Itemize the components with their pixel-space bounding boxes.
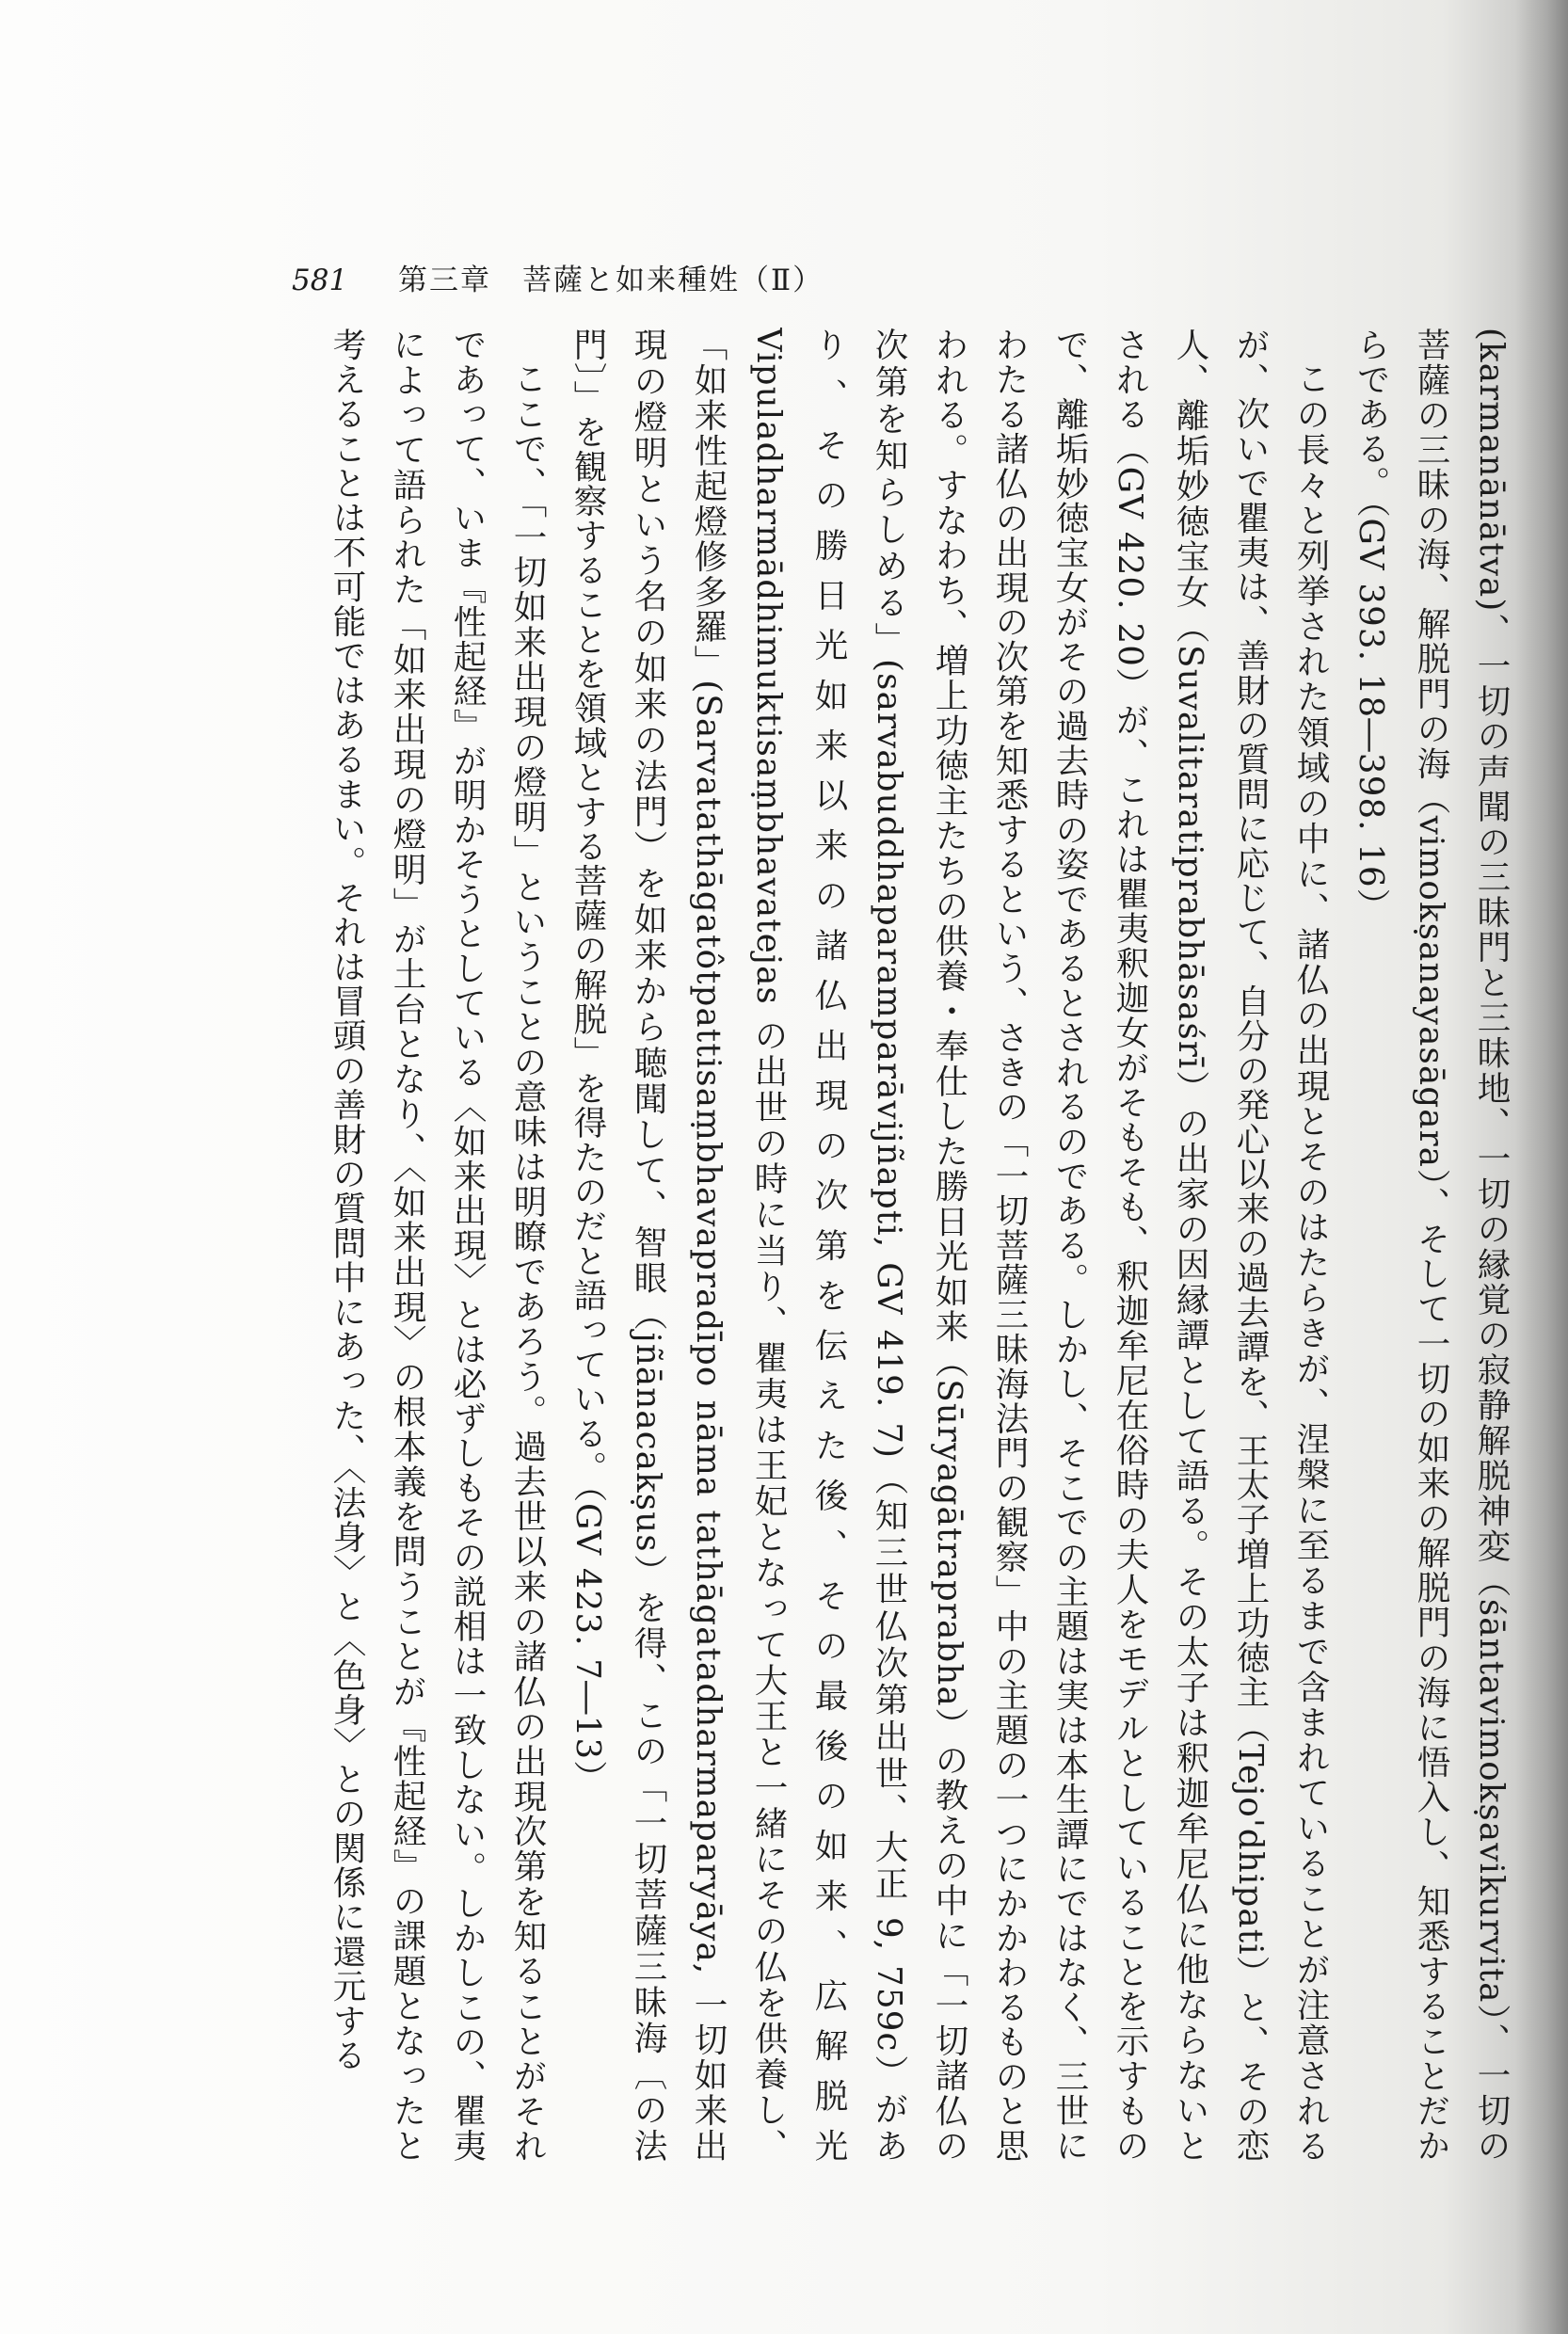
chapter-title: 第三章 菩薩と如来種姓（Ⅱ）: [398, 264, 824, 297]
page-number: 581: [292, 264, 348, 297]
paragraph-3: ここで、「一切如来出現の燈明」ということの意味は明瞭であろう。過去世以来の諸仏の出現次第を知ることがそれであって、いま『性起経』が明かそうとしている〈如来出現〉とは必ずしもその説相は一致しない。しかしこの、瞿夷によって語られた「如来出現の燈明」が土台となり、〈如来出現〉の根本義を問うことが『性起経』の課題となったと考えることは不可能ではあるまい。それは冒頭の善財の質問中にあった、〈法身〉と〈色身〉との関係に還元する: [328, 328, 547, 2163]
page-edge-shadow: [1515, 0, 1568, 2334]
running-header: [292, 252, 951, 309]
paragraph-2: この長々と列挙された領域の中に、諸仏の出現とそのはたらきが、涅槃に至るまで含まれていることが注意されるが、次いで瞿夷は、善財の質問に応じて、自分の発心以来の過去譚を、王太子増上功徳主（Tejo'dhipati）と、その恋人、離垢妙徳宝女（Suvalitaratiprabhāsaśrī）の出家の因縁譚として語る。その太子は釈迦牟尼仏に他ならないとされる（GV 420. 20）が、これは瞿夷釈迦女がそもそも、釈迦牟尼在俗時の夫人をモデルとしていることを示すもので、離垢妙徳宝女がその過去時の姿であるとされるのである。しかし、そこでの主題は実は本生譚にではなく、三世にわたる諸仏の出現の次第を知悉するという、さきの「一切菩薩三昧海法門の観察」中の主題の一つにかかわるものと思われる。すなわち、増上功徳主たちの供養・奉仕した勝日光如来（Sūryagātraprabha）の教えの中に「一切諸仏の次第を知らしめる」(sarvabuddhaparamparāvijñapti, GV 419. 7)（知三世仏次第出世、大正 9, 759c）があり、その勝日光如来以来の諸仏出現の次第を伝えた後、その最後の如来、広解脱光 Vipuladharmādhimuktisaṃbhavatejas の出世の時に当り、瞿夷は王妃となって大王と一緒にその仏を供養し、「如来性起燈修多羅」(Sarvatathāgatôtpattisaṃbhavapradīpo nāma tathāgatadharmaparyāya, 一切如来出現の燈明という名の如来の法門）を如来から聴聞して、智眼（jñānacakṣus）を得、この「一切菩薩三昧海〔の法門〕」を観察することを領域とする菩薩の解脱」を得たのだと語っている。（GV 423. 7―13）: [568, 328, 1330, 2163]
vertical-body-text: [269, 328, 1521, 2163]
paragraph-1: (karmanānātva)、一切の声聞の三昧門と三昧地、一切の縁覚の寂静解脱神変（śāntavimokṣavikurvita）、一切の菩薩の三昧の海、解脱門の海（vimokṣanayasāgara）、そして一切の如来の解脱門の海に悟入し、知悉することだからである。（GV 393. 18―398. 16）: [1352, 328, 1511, 2163]
